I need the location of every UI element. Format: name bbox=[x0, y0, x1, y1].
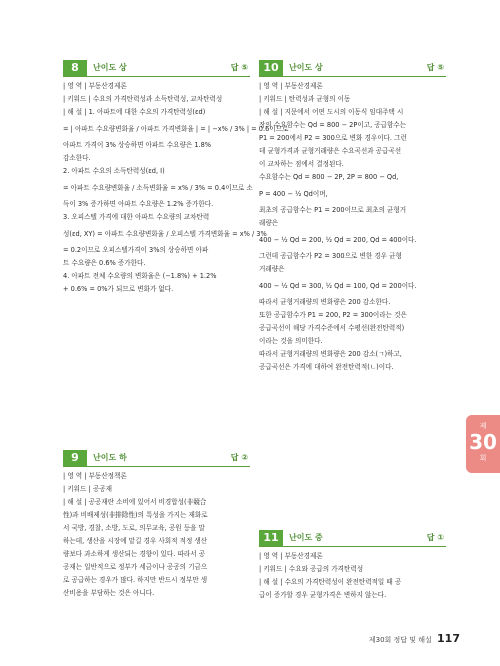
explanation-line: 2. 아파트 수요의 소득탄력성(εd, I) bbox=[63, 167, 165, 175]
explanation-line: 그런데 공급함수가 P2 = 300으로 변한 경우 균형 bbox=[259, 252, 402, 260]
explanation-line: 최초의 공급함수는 P1 = 200이므로 최초의 균형거 bbox=[259, 206, 407, 214]
question-number: 11 bbox=[259, 530, 283, 546]
explanation-line: 장의 수요함수는 Qd = 800 − 2P이고, 공급함수는 bbox=[259, 121, 407, 129]
answer-label: 답 ⑤ bbox=[426, 63, 444, 72]
explanation-line: 性)과 비배제성(非排除性)의 특성을 가지는 재화로 bbox=[63, 511, 208, 519]
explanation-line: 400 − ½ Qd = 200, ½ Qd = 200, Qd = 400이다. bbox=[259, 236, 417, 244]
explanation-line: 4. 아파트 전체 수요량의 변화율은 (−1.8%) + 1.2% bbox=[63, 272, 217, 280]
question-number: 8 bbox=[63, 60, 87, 76]
question-header bbox=[259, 60, 446, 77]
difficulty-label: 난이도 상 bbox=[93, 63, 127, 72]
explanation-line: 아파트 가격이 3% 상승하면 아파트 수요량은 1.8% bbox=[63, 141, 212, 149]
tab-number: 30 bbox=[469, 430, 497, 454]
keyword-line: | 키워드 | 공공재 bbox=[63, 485, 112, 493]
explanation-line: | 해 설 | 수요의 가격탄력성이 완전탄력적일 때 공 bbox=[259, 578, 402, 586]
tab-suffix: 회 bbox=[479, 454, 487, 462]
difficulty-label: 난이도 하 bbox=[93, 453, 127, 462]
explanation-line: 로 공급하는 경우가 많다. 하지만 반드시 정부만 생 bbox=[63, 576, 208, 584]
right-column bbox=[259, 60, 446, 599]
explanation-line: | 해 설 | 지문에서 어떤 도시의 이동식 임대주택 시 bbox=[259, 108, 404, 116]
explanation-line: 공급곡선이 해당 가격수준에서 수평선(완전탄력적) bbox=[259, 324, 405, 332]
question-number: 10 bbox=[259, 60, 283, 76]
question-10 bbox=[259, 60, 446, 374]
field-line: | 영 역 | 부동산정책론 bbox=[63, 472, 127, 480]
difficulty-label: 난이도 중 bbox=[289, 533, 323, 542]
explanation-line: + 0.6% = 0%가 되므로 변화가 없다. bbox=[63, 285, 174, 293]
question-9 bbox=[63, 450, 250, 600]
explanation-line: 량보다 과소하게 생산되는 경향이 있다. 따라서 공 bbox=[63, 550, 206, 558]
explanation-line: 또한 공급함수가 P1 = 200, P2 = 300이라는 것은 bbox=[259, 311, 407, 319]
explanation-line: 따라서 균형거래량의 변화량은 200 감소한다. bbox=[259, 298, 391, 306]
question-header bbox=[63, 450, 250, 467]
page-number: 117 bbox=[437, 632, 460, 645]
explanation-line: P = 400 − ½ Qd이며, bbox=[259, 190, 328, 198]
explanation-line: 래량은 bbox=[259, 219, 279, 227]
explanation-line: | 해 설 | 1. 아파트에 대한 수요의 가격탄력성(εd) bbox=[63, 108, 206, 116]
explanation-line: = 아파트 수요량변화율 / 소득변화율 = x% / 3% = 0.4이므로 소 bbox=[63, 184, 253, 192]
explanation-line: 거래량은 bbox=[259, 265, 285, 273]
explanation-line: 감소한다. bbox=[63, 154, 91, 162]
explanation-line: 3. 오피스텔 가격에 대한 아파트 수요량의 교차탄력 bbox=[63, 213, 210, 221]
field-line: | 영 역 | 부동산경제론 bbox=[63, 82, 127, 90]
explanation-line: 데 균형가격과 균형거래량은 수요곡선과 공급곡선 bbox=[259, 147, 402, 155]
tab-prefix: 제 bbox=[479, 422, 487, 430]
explanation-line: 하는데, 생산을 시장에 맡길 경우 사회적 적정 생산 bbox=[63, 537, 208, 545]
keyword-line: | 키워드 | 수요의 가격탄력성과 소득탄력성, 교차탄력성 bbox=[63, 95, 223, 103]
explanation-line: 공재는 일반적으로 정부가 세금이나 공공의 기금으 bbox=[63, 563, 208, 571]
footer-label: 제30회 정답 및 해설 bbox=[368, 636, 432, 644]
field-line: | 영 역 | 부동산경제론 bbox=[259, 82, 323, 90]
explanation-line: 서 국방, 경찰, 소방, 도로, 의무교육, 공원 등을 말 bbox=[63, 524, 205, 532]
keyword-line: | 키워드 | 탄력성과 균형의 이동 bbox=[259, 95, 351, 103]
difficulty-label: 난이도 상 bbox=[289, 63, 323, 72]
explanation-line: 산비용을 부담하는 것은 아니다. bbox=[63, 589, 155, 597]
explanation-line: 성(εd, XY) = 아파트 수요량변화율 / 오피스텔 가격변화율 = x% / 3% bbox=[63, 230, 267, 238]
answer-label: 답 ⑤ bbox=[230, 63, 248, 72]
explanation-line: P1 = 200에서 P2 = 300으로 변화 경우이다. 그런 bbox=[259, 134, 407, 142]
explanation-line: 득이 3% 증가하면 아파트 수요량은 1.2% 증가한다. bbox=[63, 200, 214, 208]
explanation-line: = 0.2이므로 오피스텔가격이 3%의 상승하면 아파 bbox=[63, 246, 209, 254]
explanation-line: 이 교차하는 점에서 결정된다. bbox=[259, 160, 344, 168]
keyword-line: | 키워드 | 수요와 공급의 가격탄력성 bbox=[259, 565, 364, 573]
exam-round-tab bbox=[466, 415, 500, 473]
explanation-line: 따라서 균형거래량의 변화량은 200 감소(ㄱ)하고, bbox=[259, 350, 402, 358]
question-header bbox=[259, 530, 446, 547]
explanation-line: 공급곡선은 가격에 대하여 완전탄력적(ㄴ)이다. bbox=[259, 363, 394, 371]
explanation-line: 급이 증가할 경우 균형가격은 변하지 않는다. bbox=[259, 591, 387, 599]
explanation-line: | 해 설 | 공공재란 소비에 있어서 비경합성(非競合 bbox=[63, 498, 207, 506]
question-11 bbox=[259, 530, 446, 602]
question-number: 9 bbox=[63, 450, 87, 466]
field-line: | 영 역 | 부동산경제론 bbox=[259, 552, 323, 560]
explanation-line: 트 수요량은 0.6% 증가한다. bbox=[63, 259, 146, 267]
question-header bbox=[63, 60, 250, 77]
answer-label: 답 ① bbox=[426, 533, 444, 542]
explanation-line: = | 아파트 수요량변화율 / 아파트 가격변화율 | = | −x% / 3% | = 0.6이므로 bbox=[63, 125, 289, 133]
page-footer bbox=[369, 632, 460, 645]
answer-label: 답 ② bbox=[230, 453, 248, 462]
explanation-line: 이라는 것을 의미한다. bbox=[259, 337, 323, 345]
explanation-line: 수요함수는 Qd = 800 − 2P, 2P = 800 − Qd, bbox=[259, 173, 399, 181]
explanation-line: 400 − ½ Qd = 300, ½ Qd = 100, Qd = 200이다. bbox=[259, 282, 417, 290]
